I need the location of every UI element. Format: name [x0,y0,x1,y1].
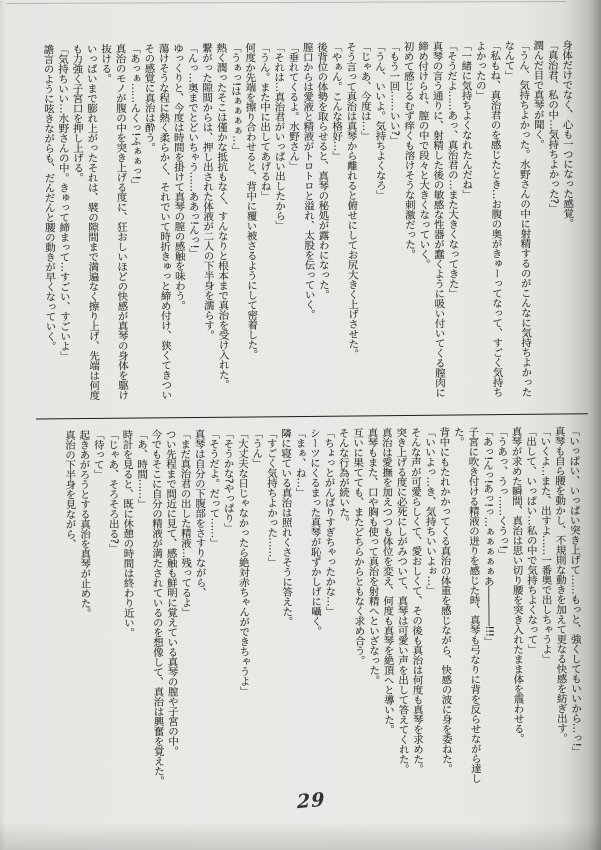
text-line: 互いに果てても、またどちらからともなく求め合う。 [351,427,366,666]
text-line: 「それは…真治君がいっぱい出したから」 [272,42,287,231]
text-line: 潤んだ目で真琴が聞く。 [532,40,546,150]
text-line: 「すごく気持ちよかった……」 [265,428,279,567]
text-line: 「ちょっとがんばりすぎちゃったかな…」 [323,427,337,616]
text-line: 時計を見ると、既に休憩の時間は終わり近い。 [121,429,136,638]
text-line: 隣に寝ている真治は照れくさそうに答えた。 [279,428,294,627]
text-line: 「あっ!んっ!あっ!っ…ぁぁぁぁぁあ――――!!!」 [481,426,496,647]
text-line: 「あ、時間……」 [135,429,149,509]
text-line: 真琴の言う通りに、射精した後の敏感な性器が蠢くように吸い付いてくる膣肉に締め付けられ、膣の中で段々と大きくなっていく。 [416,40,447,398]
text-line: 初めて感じるむず痒くも溶けそうな刺激だった。 [402,41,417,259]
text-line: 「いっぱい、いっぱい突き上げて……もっと、強くしてもいいから…っ!」 [568,425,583,757]
text-line: 「大丈夫な日じゃなかったら絶対赤ちゃんができちゃうよ」 [236,428,251,696]
text-line: いっぱいまで膨れ上がったそれは、襞の隙間まで満遍なく擦り上げ、先端は何度も力強く子宮口を押し上げる。 [71,43,101,401]
text-line: 「んっ…奥までとどいちゃう……ああっ!んっ!」 [186,42,201,259]
text-line: 「うん、いいよ。気持ちよくなろ」 [373,41,387,200]
text-line: 繋がった隙間からは、押し出された体液が二人の下半身を濡らす。 [200,42,216,340]
text-line: 「もう一回……いい?」 [388,41,401,146]
text-line: 真治のモノが腹の中を突き上げる度に、狂おしいほどの快感が真琴の身体を駆け抜ける。 [99,43,130,400]
text-line: 「うん」 [251,428,264,468]
text-section-top [22,40,577,408]
text-line: 「私もね、真治君のを感じたとき…お腹の奥がきゅーってなって、すごく気持ちよかったの」 [474,40,504,397]
text-line: 真琴もまた、口や胸も使って真治を射精へといざなった。 [366,427,381,685]
text-line: 膣口からは愛液と精液がトロトロと溢れ、太股を伝っていく。 [301,41,316,320]
text-line: 「じゃあ、そろそろ出る?」 [107,429,121,554]
text-line: 蕩けそうな程に熱く柔らかく、それでいて時折きゅっと締め付け、狭くてきついその感覚に真治は酔う。 [143,43,173,400]
text-line: 「出して、いっぱい…私の中で気持ちよくなって」 [524,426,539,654]
text-line: そう言って真治は真琴から離れると俯せにしてお尻大きく上げさせた。 [344,41,360,359]
text-line: 「いくよ…また、出すよ……一番奥で出しちゃうよ」 [539,426,554,664]
text-line: 突き上げる度に必死にしがみついて、真琴は可愛い声を出して答えてくれた。 [395,427,410,774]
text-line: 身体だけでなく、心も一つになった感覚。 [560,39,575,229]
text-line: 「そうかな?やっぱり」 [222,428,236,533]
text-line: 「うん、気持ちよかった。水野さんの中に射精するのがこんなに気持ちよかったなんて」 [503,40,533,397]
text-line: つい先程まで間近に見て、感触も鮮明に覚えている真琴の膣や子宮の中。 [164,428,180,756]
text-line: 「真治君、私の中…気持ちよかった?」 [546,39,560,214]
text-line: 真琴が求めた瞬間、真治は思い切り腰を突き入れたまま体を震わせる。 [510,426,525,744]
text-line: 子宮に吹き付ける精液の迸りを感じた時、真琴も弓なりに背を反らせながら達した。 [452,426,482,784]
text-line: 真治は愛撫を加えつつも体位を変え、何度も真琴を絶頂へと導いた。 [380,427,396,735]
text-line: 「うぁっ!はぁぁぁぁ…」 [229,42,243,156]
text-line: 「うん。また中に出してあげるね」 [258,42,272,201]
text-line: 「気持ちいい…水野さんの中。きゅって締まって…すごい、すごいよ」 [56,43,72,361]
page-number: 29 [296,788,326,814]
text-line: 「垂れてくるよ。水野さん」 [287,41,301,171]
text-line: 「あっぁ……んくっ!ふぁぁっ!」 [128,43,142,190]
text-line: 譫言のように呟きながらも、だんだんと腰の動きが早くなっていく。 [42,43,57,351]
text-line: 起きあがろうとする真治を真琴が止めた。 [78,429,92,618]
text-line: 「うあっ、うっ……くうっ!」 [495,426,510,559]
text-line: 何度か先端を擦り合わせると、背中に覆い被さるようにして密着した。 [244,42,259,360]
text-section-bottom [15,426,584,796]
text-line: 熱く潤ったそこは僅かな抵抗もなく、すんなりと根本まで真治を受け入れた。 [215,42,230,390]
text-line: そんな声が可愛らしくて、愛おしくて、その後も真治は何度も真琴を求めた。 [409,427,425,774]
text-line: 真琴は自分の下腹部をさすりながら、 [193,428,207,598]
text-line: 「一緒に気持ちよくなれたんだね」 [460,40,474,200]
text-line: 「まだ真治君の出した精液…残ってるよ」 [179,428,193,618]
text-line: 真治の下半身を見ながら、 [63,429,77,549]
text-line: 「そうだよ。だって……」 [207,428,221,548]
text-line: ゆっくりと、今度は時間を掛けて真琴の膣の感触を味わう。 [172,42,187,311]
text-line: 真琴も自ら腰を動かし、不規則な動きを加えて更なる快感を紡ぎ出す。 [553,425,569,743]
text-line: シーツにくるまった真琴が恥ずかしげに囁く。 [308,427,323,636]
text-line: 「待って」 [92,429,106,480]
text-line: 「そうだよ……あっ、真治君の…また大きくなってきた」 [445,40,460,299]
text-line: そんな行為が続いた。 [337,427,351,527]
text-line: 今でもそこに自分の精液が満たされているのを想像して、真治は興奮を覚えた。 [150,429,166,786]
text-line: 「やぁん。こんな格好…」 [330,41,344,161]
text-line: 背中にもたれかかってくる真治の体重を感じながら、快感の波に身を委ねた。 [438,426,454,774]
text-line: 「まぁ、ね…」 [294,427,307,498]
text-line: 後背位の体勢を取らせると、真琴の秘処が露わになった。 [316,41,331,300]
text-line: 「じゃあ、今度は…」 [359,41,373,141]
section-divider-rule [36,413,588,420]
text-line: 「いいよっ…き、気持ちいいよぉ…」 [423,426,438,596]
